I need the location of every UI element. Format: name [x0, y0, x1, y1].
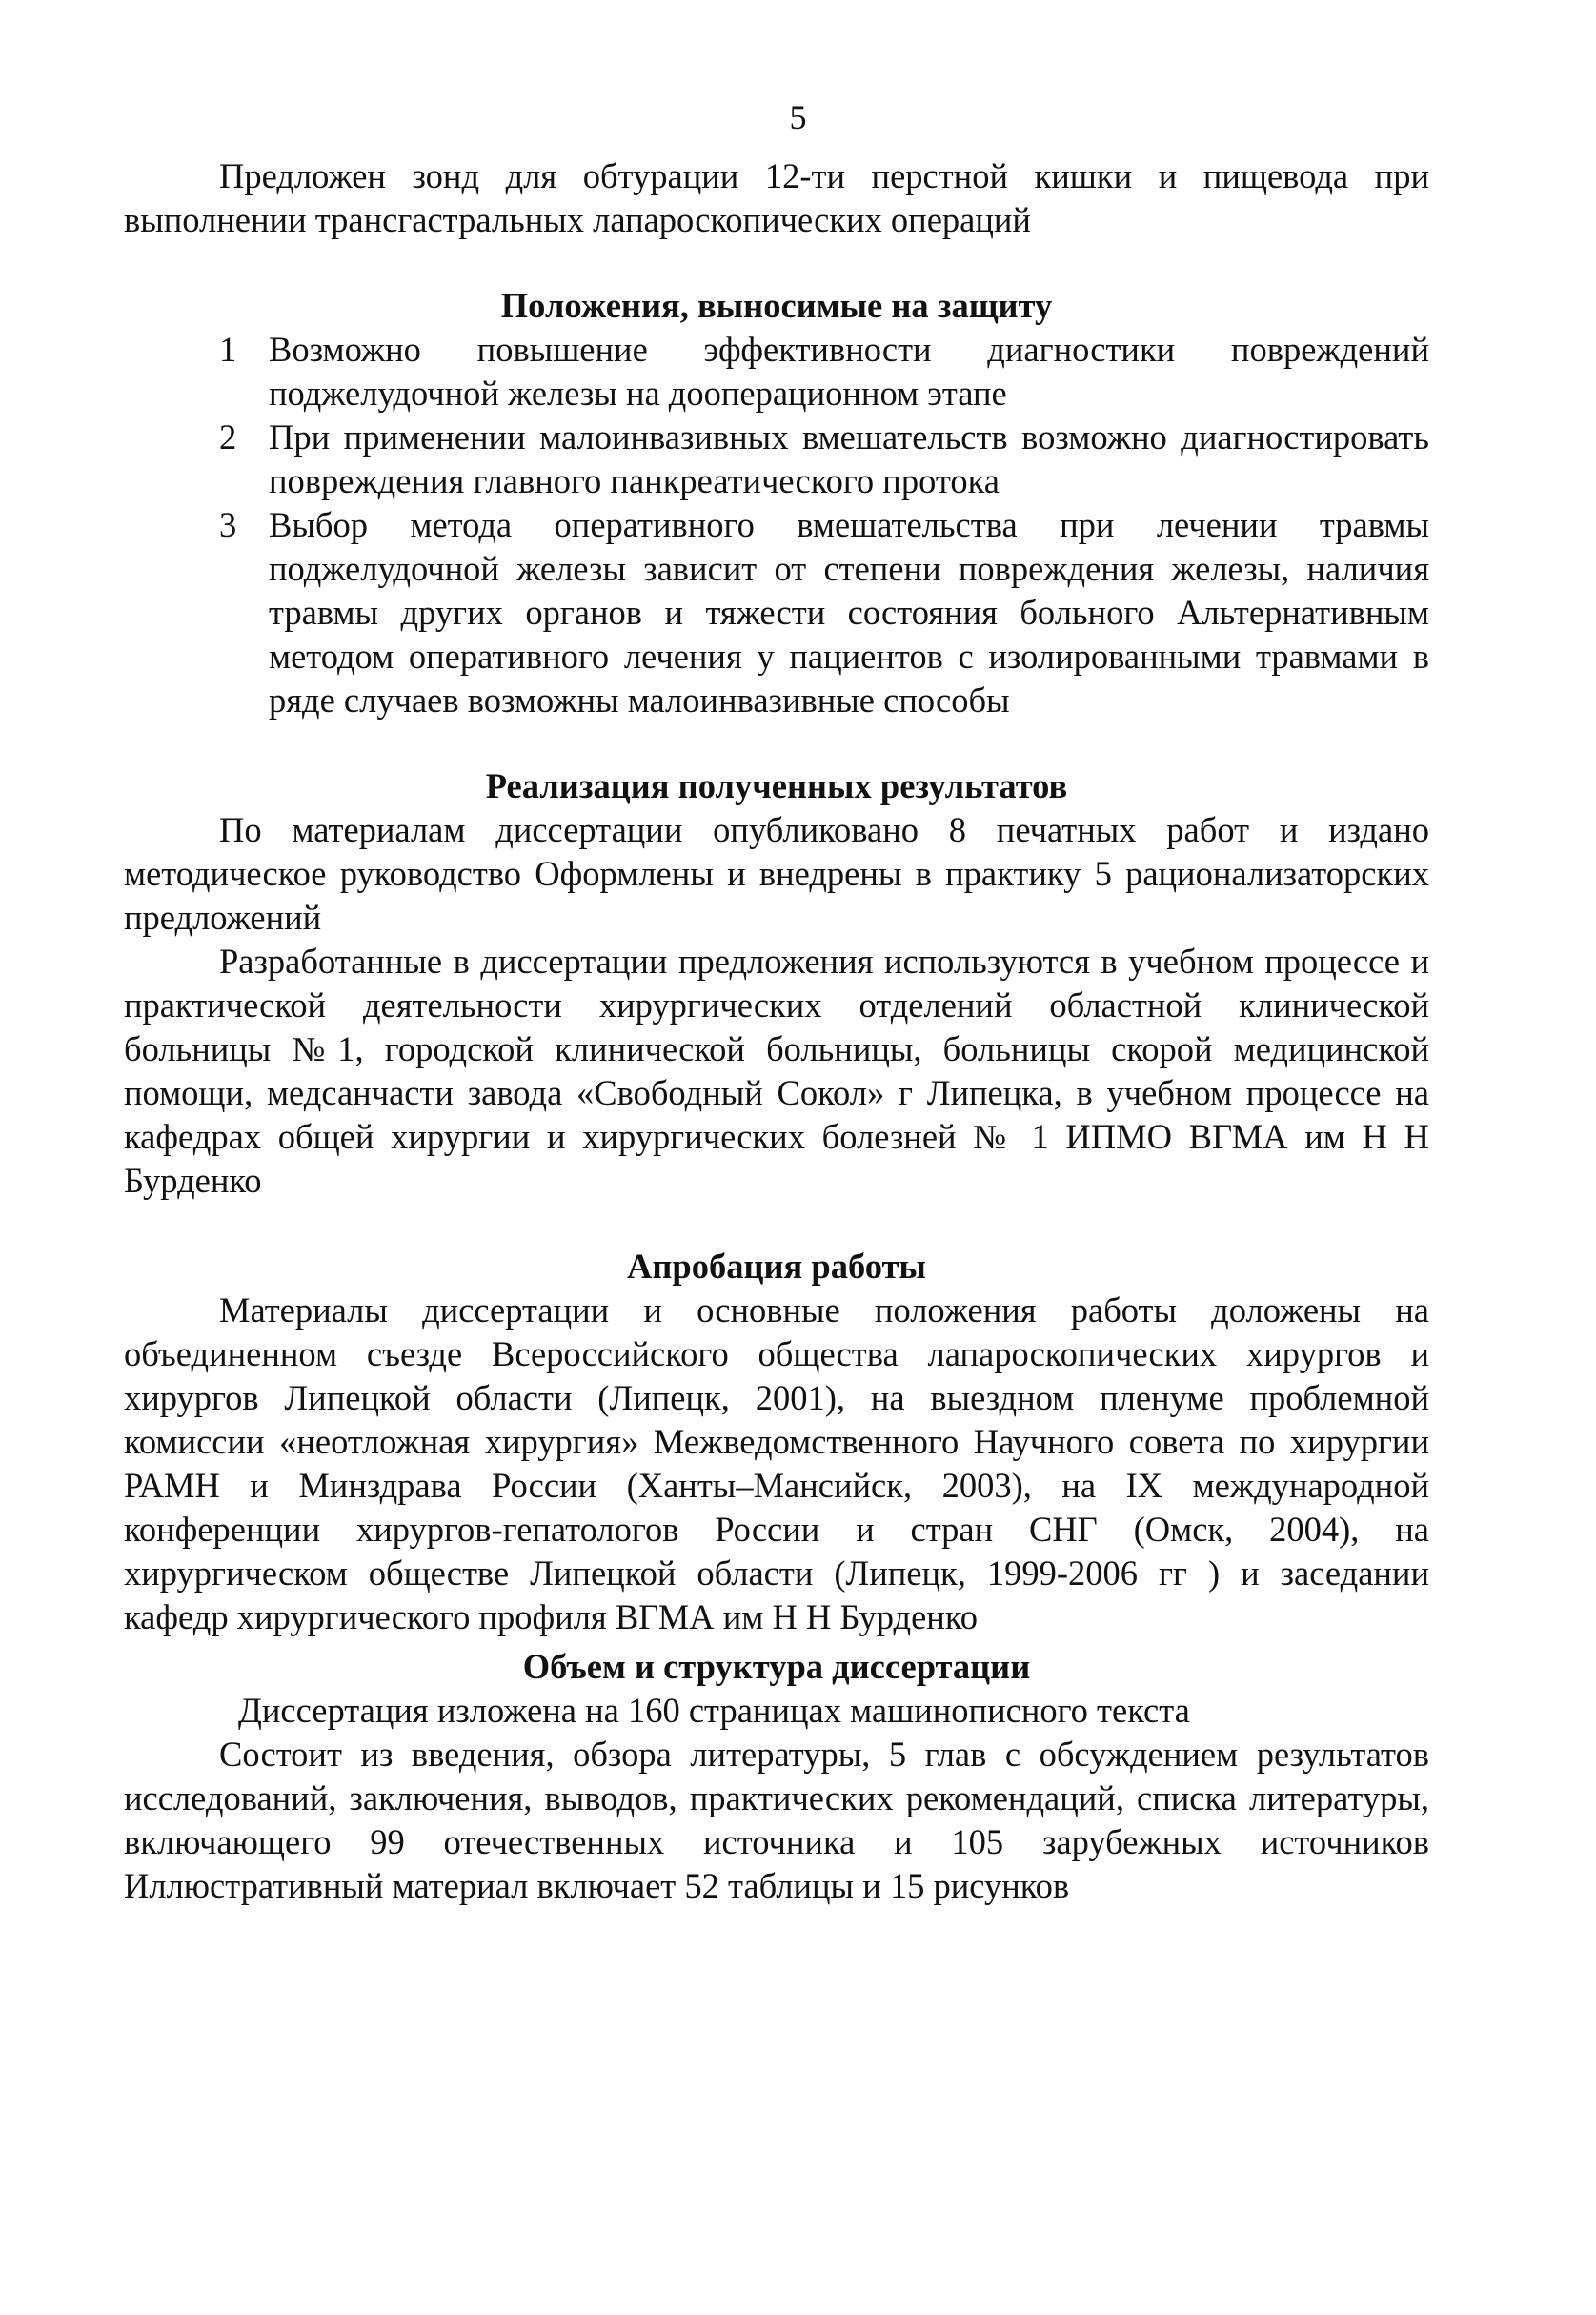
heading-structure: Объем и структура диссертации: [522, 1647, 1031, 1686]
list-item-text: Выбор метода оперативного вмешательства при лечении травмы поджелудочной железы зависит от степени повреждения железы, наличия травмы других органов и тяжести состояния больного Альтернативным методом оперативного лечения у пациентов с изолированными травмами в ряде случаев возможны малоинвазивные способы: [269, 505, 1429, 720]
list-item-text: Возможно повышение эффективности диагностики повреждений поджелудочной железы на дооперационном этапе: [269, 330, 1429, 413]
list-item-number: 3: [219, 505, 237, 544]
list-item: [124, 416, 1429, 503]
approbation-paragraph: Материалы диссертации и основные положения работы доложены на объединенном съезде Всероссийского общества лапароскопических хирургов и хирургов Липецкой области (Липецк, 2001), на выездном пленуме проблемной комиссии «неотложная хирургия» Межведомственного Научного совета по хирургии РАМН и Минздрава России (Ханты–Мансийск, 2003), на IX международной конференции хирургов-гепатологов России и стран СНГ (Омск, 2004), на хирургическом обществе Липецкой области (Липецк, 1999-2006 гг ) и заседании кафедр хирургического профиля ВГМА им Н Н Бурденко: [124, 1290, 1429, 1636]
implementation-paragraph-2: Разработанные в диссертации предложения используются в учебном процессе и практической деятельности хирургических отделений областной клинической больницы №1, городской клинической больницы, больницы скорой медицинской помощи, медсанчасти завода «Свободный Сокол» г Липецка, в учебном процессе на кафедрах общей хирургии и хирургических болезней № 1 ИПМО ВГМА им Н Н Бурденко: [124, 942, 1429, 1200]
list-item: [124, 503, 1429, 722]
heading-positions: Положения, выносимые на защиту: [500, 286, 1053, 325]
structure-pages-line: Диссертация изложена на 160 страницах машинописного текста: [238, 1691, 1190, 1730]
implementation-paragraph-1: По материалам диссертации опубликовано 8 печатных работ и издано методическое руководство Оформлены и внедрены в практику 5 рационализаторских предложений: [124, 810, 1429, 937]
heading-approbation: Апробация работы: [627, 1247, 926, 1286]
intro-paragraph: Предложен зонд для обтурации 12-ти перстной кишки и пищевода при выполнении трансгастральных лапароскопических операций: [124, 156, 1429, 239]
page-number: 5: [789, 98, 807, 136]
structure-paragraph: Состоит из введения, обзора литературы, 5 глав с обсуждением результатов исследований, заключения, выводов, практических рекомендаций, списка литературы, включающего 99 отечественных источника и 105 зарубежных источников Иллюстративный материал включает 52 таблицы и 15 рисунков: [124, 1735, 1429, 1905]
list-item: [124, 328, 1429, 416]
positions-list: [124, 328, 1429, 722]
heading-implementation: Реализация полученных результатов: [485, 766, 1068, 805]
list-item-number: 1: [219, 330, 237, 369]
list-item-text: При применении малоинвазивных вмешательств возможно диагностировать повреждения главного панкреатического протока: [269, 417, 1429, 500]
document-body: [124, 154, 1429, 1908]
list-item-number: 2: [219, 417, 237, 457]
